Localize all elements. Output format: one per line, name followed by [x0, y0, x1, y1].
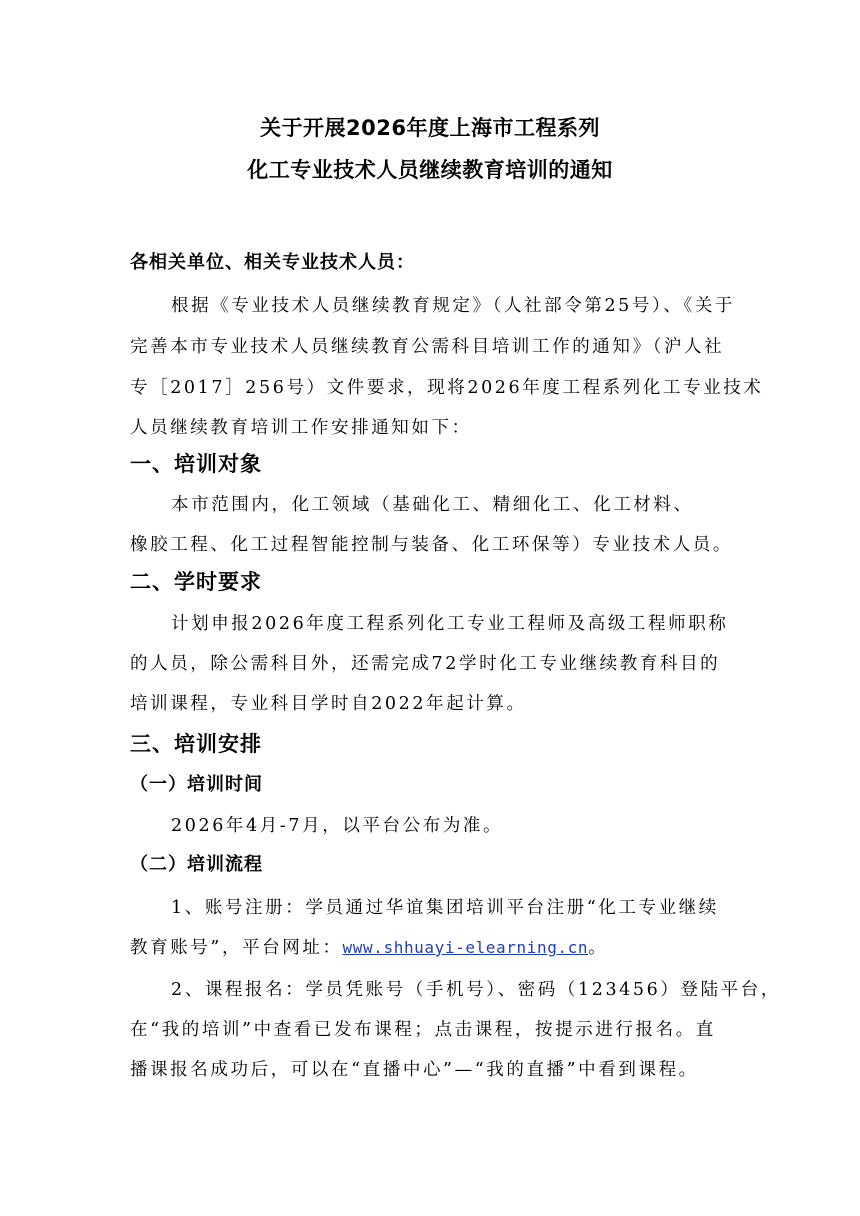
training-target-line-2: 橡胶工程、化工过程智能控制与装备、化工环保等）专业技术人员。: [130, 535, 733, 555]
hour-requirement-line-3: 培训课程，专业科目学时自2022年起计算。: [130, 694, 527, 714]
document-title-line-2: 化工专业技术人员继续教育培训的通知: [247, 158, 613, 182]
process-step-1-line-1: 1、账号注册：学员通过华谊集团培训平台注册“化工专业继续: [171, 898, 719, 918]
process-step-1-prefix: 教育账号”，平台网址：: [130, 938, 343, 958]
section-heading-training-arrangement: 三、培训安排: [130, 732, 262, 756]
training-target-line-1: 本市范围内，化工领域（基础化工、精细化工、化工材料、: [171, 495, 694, 515]
intro-paragraph-line-4: 人员继续教育培训工作安排通知如下：: [130, 418, 472, 438]
document-title-line-1: 关于开展2026年度上海市工程系列: [260, 116, 600, 140]
process-step-1-suffix: 。: [588, 938, 609, 958]
hour-requirement-line-1: 计划申报2026年度工程系列化工专业工程师及高级工程师职称: [171, 614, 729, 634]
subsection-heading-training-process: （二）培训流程: [130, 854, 263, 875]
salutation: 各相关单位、相关专业技术人员：: [130, 252, 415, 273]
intro-paragraph-line-2: 完善本市专业技术人员继续教育公需科目培训工作的通知》（沪人社: [130, 337, 725, 357]
process-step-2-line-3: 播课报名成功后，可以在“直播中心”—“我的直播”中看到课程。: [130, 1060, 699, 1080]
section-heading-hour-requirement: 二、学时要求: [130, 570, 262, 594]
section-heading-training-target: 一、培训对象: [130, 452, 262, 476]
process-step-1-line-2: [130, 934, 740, 962]
training-time-line: 2026年4月-7月，以平台公布为准。: [171, 816, 504, 836]
intro-paragraph-line-3: 专［2017］256号）文件要求，现将2026年度工程系列化工专业技术: [130, 378, 764, 398]
intro-paragraph-line-1: 根据《专业技术人员继续教育规定》（人社部令第25号）、《关于: [171, 296, 736, 316]
process-step-2-line-2: 在“我的培训”中查看已发布课程；点击课程，按提示进行报名。直: [130, 1020, 716, 1040]
process-step-2-line-1: 2、课程报名：学员凭账号（手机号）、密码（123456）登陆平台，: [171, 980, 781, 1000]
hour-requirement-line-2: 的人员，除公需科目外，还需完成72学时化工专业继续教育科目的: [130, 654, 721, 674]
platform-url-link[interactable]: www.shhuayi-elearning.cn: [342, 938, 589, 957]
subsection-heading-training-time: （一）培训时间: [130, 774, 263, 795]
